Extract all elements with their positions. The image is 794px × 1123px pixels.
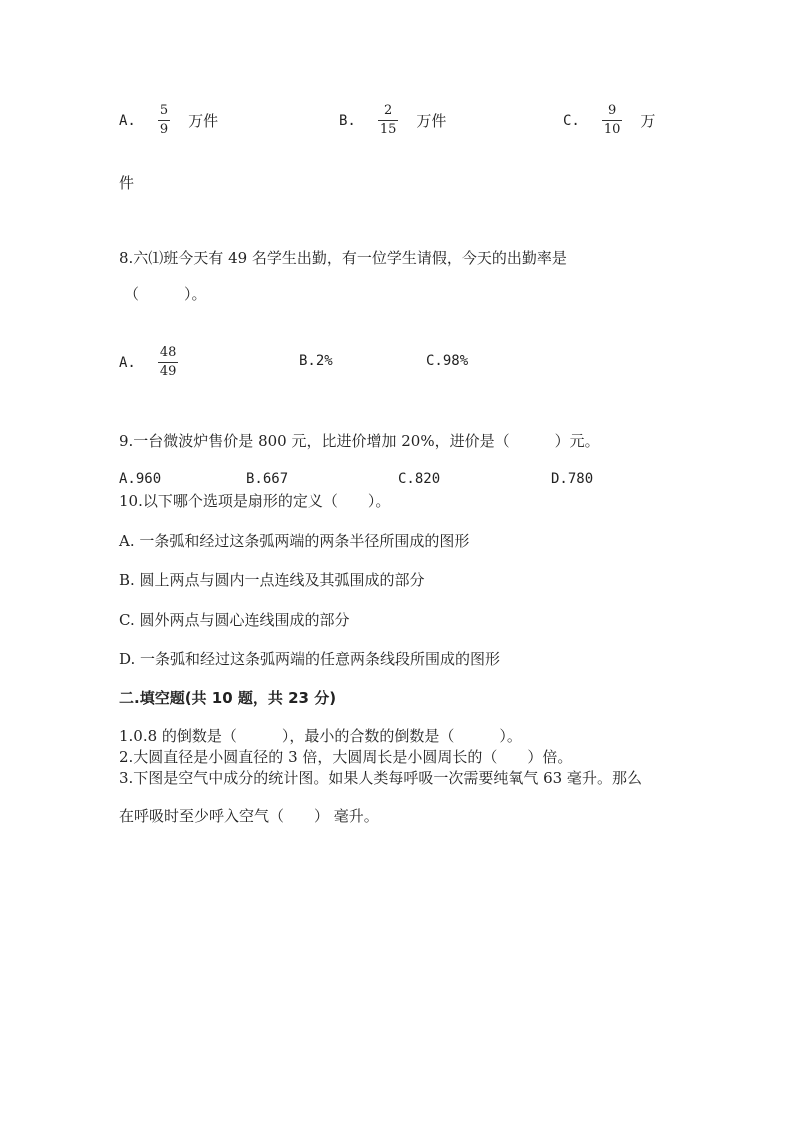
denominator: 49 [159, 364, 177, 379]
denominator: 9 [159, 122, 169, 137]
fraction [158, 104, 170, 137]
q8-text: 8.六⑴班今天有 49 名学生出勤，有一位学生请假，今天的出勤率是 [119, 249, 567, 267]
q10-option-d[interactable]: D. 一条弧和经过这条弧两端的任意两条线段所围成的图形 [119, 650, 501, 668]
q9-option-c[interactable]: C.820 [398, 471, 441, 487]
q9-option-a[interactable]: A.960 [119, 471, 162, 487]
q10-option-b[interactable]: B. 圆上两点与圆内一点连线及其弧围成的部分 [119, 571, 425, 589]
option-unit: 万件 [188, 112, 219, 130]
option-letter: A. [119, 112, 136, 129]
q8-option-a[interactable] [119, 346, 196, 379]
option-letter: B. [339, 112, 356, 129]
fraction-bar [158, 362, 179, 363]
q8-option-c[interactable]: C.98% [426, 353, 469, 369]
fraction [378, 104, 399, 137]
fill-q3-line2: 在呼吸时至少呼入空气（ ） 毫升。 [119, 807, 379, 825]
q7-option-b[interactable] [339, 104, 446, 137]
option-unit: 万件 [416, 112, 447, 130]
numerator: 5 [159, 103, 169, 118]
q9-option-d[interactable]: D.780 [551, 471, 594, 487]
q9-text: 9.一台微波炉售价是 800 元，比进价增加 20%，进价是（ ）元。 [119, 432, 600, 450]
numerator: 9 [607, 103, 617, 118]
option-unit: 万 [640, 112, 656, 130]
q8-blank[interactable]: （ ）。 [124, 285, 207, 303]
q10-option-c[interactable]: C. 圆外两点与圆心连线围成的部分 [119, 611, 350, 629]
q9-option-b[interactable]: B.667 [246, 471, 289, 487]
denominator: 10 [603, 122, 621, 137]
numerator: 2 [383, 103, 393, 118]
fraction-bar [378, 120, 399, 121]
option-letter: C. [563, 112, 580, 129]
fraction-bar [602, 120, 623, 121]
fraction [602, 104, 623, 137]
q10-text: 10.以下哪个选项是扇形的定义（ ）。 [119, 492, 391, 510]
fill-q3-line1: 3.下图是空气中成分的统计图。如果人类每呼吸一次需要纯氧气 63 毫升。那么 [119, 769, 642, 787]
q10-option-a[interactable]: A. 一条弧和经过这条弧两端的两条半径所围成的图形 [119, 532, 470, 550]
section-title: 二.填空题(共 10 题，共 23 分) [119, 689, 337, 707]
fill-q2: 2.大圆直径是小圆直径的 3 倍，大圆周长是小圆周长的（ ）倍。 [119, 748, 573, 766]
numerator: 48 [159, 345, 177, 360]
q7-option-c[interactable] [563, 104, 655, 137]
q7-option-a[interactable] [119, 104, 218, 137]
q8-option-b[interactable]: B.2% [299, 353, 333, 369]
fraction-bar [158, 120, 170, 121]
denominator: 15 [379, 122, 397, 137]
fraction [158, 346, 179, 379]
option-letter: A. [119, 354, 136, 371]
fill-q1: 1.0.8 的倒数是（ ），最小的合数的倒数是（ ）。 [119, 727, 522, 745]
q7-option-c-wrap: 件 [119, 174, 135, 192]
